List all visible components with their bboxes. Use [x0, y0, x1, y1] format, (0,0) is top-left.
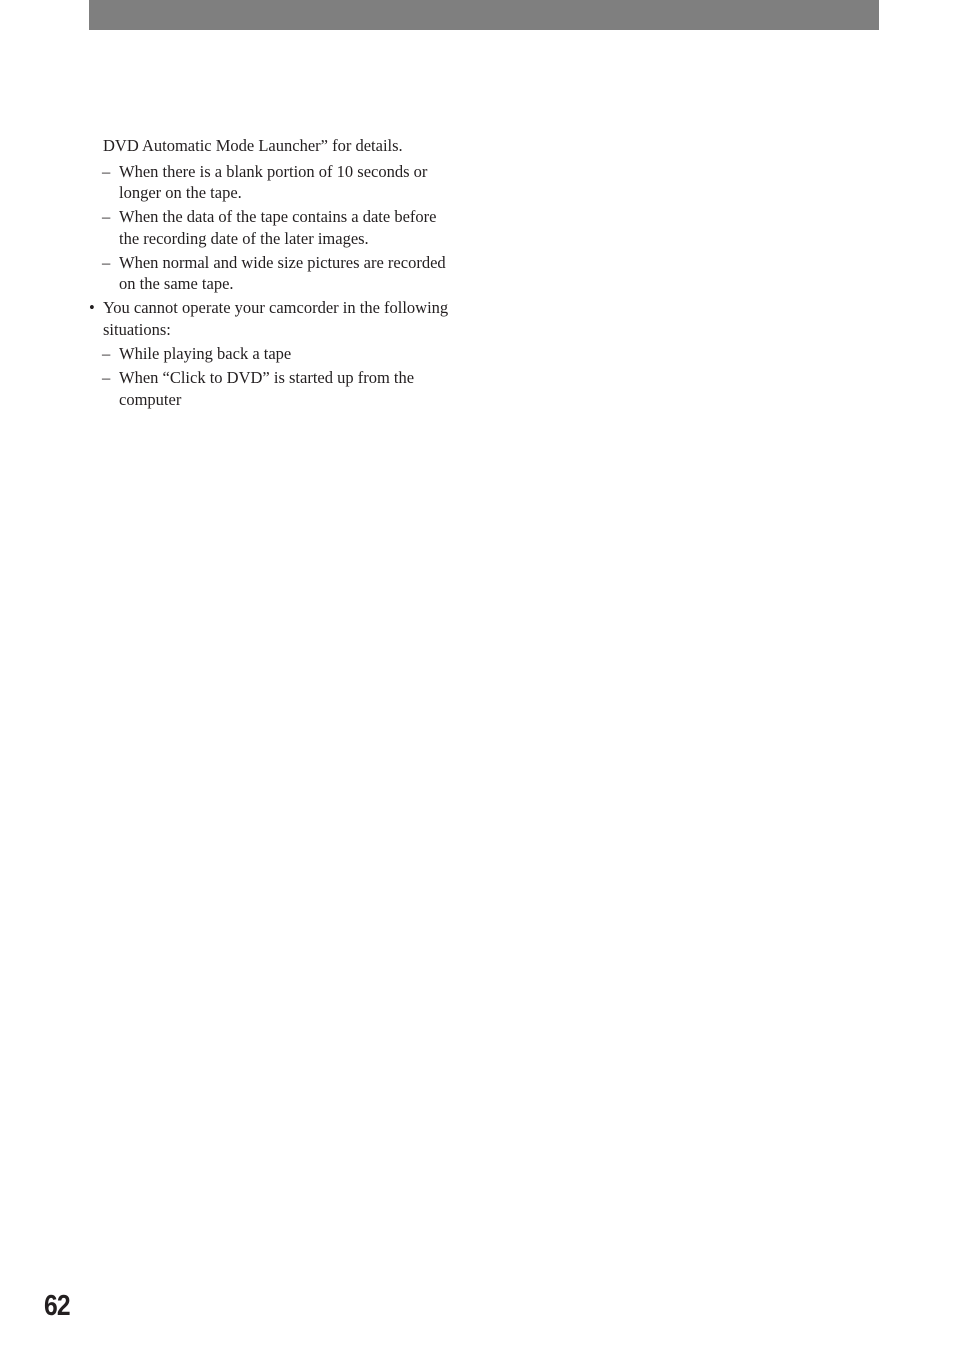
bullet-item-text: You cannot operate your camcorder in the following situations: — [103, 298, 449, 339]
bullet-marker: • — [89, 298, 95, 317]
dash-marker: – — [102, 207, 111, 226]
list-item — [89, 161, 459, 204]
dash-marker: – — [102, 344, 111, 363]
dash-marker: – — [102, 368, 111, 387]
list-item-text: While playing back a tape — [119, 344, 292, 363]
list-item — [89, 206, 459, 249]
list-item-text: When the data of the tape contains a date before the recording date of the later images. — [119, 207, 437, 248]
text-column — [89, 135, 459, 413]
bullet-item — [89, 297, 459, 340]
list-item — [89, 252, 459, 295]
header-bar — [89, 0, 879, 30]
list-item — [89, 367, 459, 410]
page-number: 62 — [44, 1290, 70, 1322]
list-item-text: When “Click to DVD” is started up from the computer — [119, 368, 415, 409]
continuation-text: DVD Automatic Mode Launcher” for details. — [103, 136, 403, 155]
dash-marker: – — [102, 161, 111, 181]
dash-marker: – — [102, 252, 111, 272]
list-item-text: When normal and wide size pictures are recorded on the same tape. — [119, 252, 446, 293]
list-item-text: When there is a blank portion of 10 seconds or longer on the tape. — [119, 161, 428, 202]
list-item — [89, 343, 459, 365]
